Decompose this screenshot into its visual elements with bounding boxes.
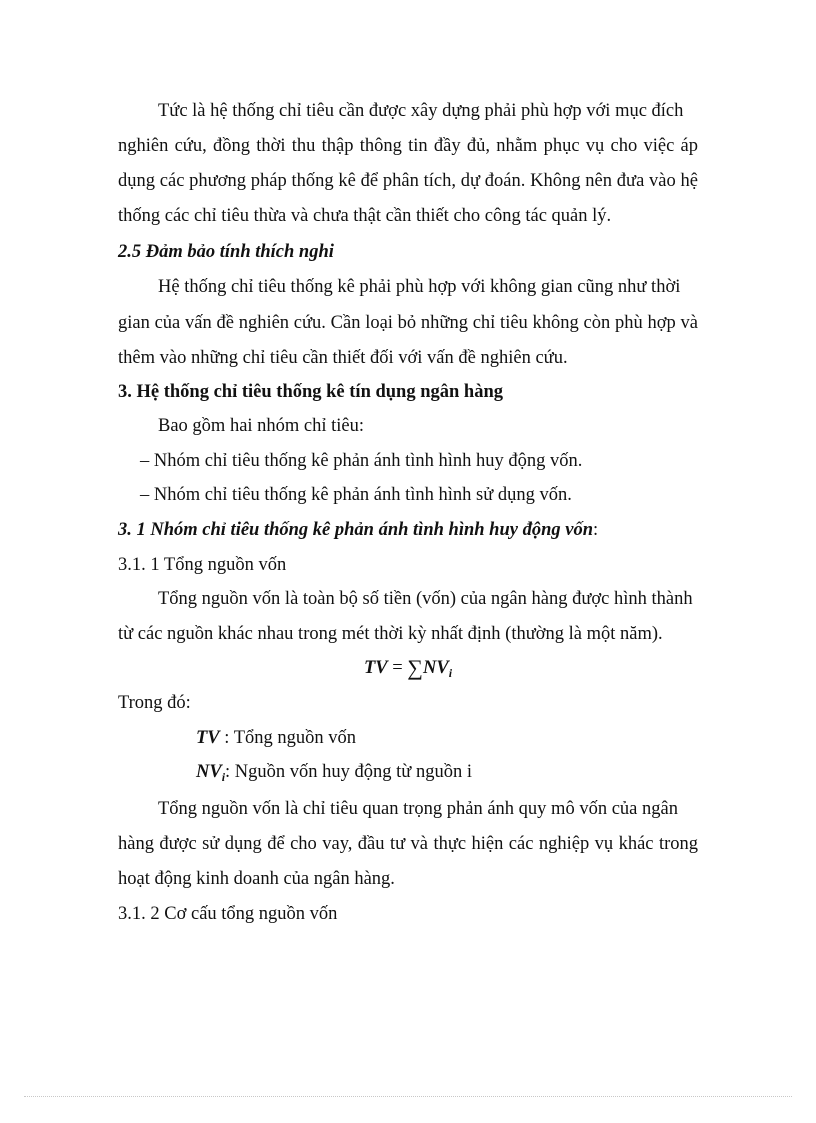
paragraph-line: hoạt động kinh doanh của ngân hàng. — [118, 869, 395, 889]
subsection-heading-3-1-2: 3.1. 2 Cơ cấu tổng nguồn vốn — [118, 904, 338, 924]
paragraph-line: thống các chỉ tiêu thừa và chưa thật cần thiết cho công tác quản lý. — [118, 206, 612, 226]
paragraph-line: Tổng nguồn vốn là toàn bộ số tiền (vốn) của ngân hàng được hình thành — [158, 589, 693, 609]
paragraph-line: từ các nguồn khác nhau trong mét thời kỳ nhất định (thường là một năm). — [118, 624, 663, 644]
paragraph-line: Tổng nguồn vốn là chỉ tiêu quan trọng phản ánh quy mô vốn của ngân — [158, 799, 678, 819]
section-heading-3: 3. Hệ thống chỉ tiêu thống kê tín dụng ngân hàng — [118, 382, 504, 402]
paragraph-line: dụng các phương pháp thống kê để phân tích, dự đoán. Không nên đưa vào hệ — [118, 171, 698, 191]
paragraph-line: nghiên cứu, đồng thời thu thập thông tin đầy đủ, nhằm phục vụ cho việc áp — [118, 136, 698, 156]
definition-variable: TV — [196, 728, 220, 748]
definition-subscript: i — [221, 770, 226, 784]
formula-sum-sign: ∑ — [407, 655, 423, 680]
definition-nvi — [196, 760, 472, 789]
formula-equals: = — [387, 658, 408, 678]
paragraph-line: hàng được sử dụng để cho vay, đầu tư và thực hiện các nghiệp vụ khác trong — [118, 834, 698, 854]
footer-dotted-rule — [24, 1096, 792, 1097]
where-label: Trong đó: — [118, 693, 191, 713]
formula-rhs: NV — [422, 658, 449, 678]
paragraph-line: gian của vấn đề nghiên cứu. Cần loại bỏ những chỉ tiêu không còn phù hợp và — [118, 313, 698, 333]
formula-subscript: i — [448, 666, 453, 680]
list-item: – Nhóm chỉ tiêu thống kê phản ánh tình hình sử dụng vốn. — [140, 485, 572, 505]
paragraph-line: Bao gồm hai nhóm chỉ tiêu: — [158, 416, 365, 436]
subsection-heading-3-1-1: 3.1. 1 Tổng nguồn vốn — [118, 555, 287, 575]
formula-lhs: TV — [363, 658, 388, 678]
paragraph-line: Hệ thống chỉ tiêu thống kê phải phù hợp với không gian cũng như thời — [158, 277, 681, 297]
definition-variable: NV — [196, 762, 222, 782]
definition-text: : Nguồn vốn huy động từ nguồn i — [225, 762, 472, 782]
formula — [0, 656, 816, 685]
paragraph-line: thêm vào những chỉ tiêu cần thiết đối với vấn đề nghiên cứu. — [118, 348, 568, 368]
list-item: – Nhóm chỉ tiêu thống kê phản ánh tình hình huy động vốn. — [140, 451, 583, 471]
section-heading-3-1 — [118, 518, 598, 542]
definition-tv — [196, 726, 356, 750]
section-heading-2-5: 2.5 Đảm bảo tính thích nghi — [118, 242, 334, 262]
section-heading-3-1-colon: : — [592, 520, 599, 540]
section-heading-3-1-text: 3. 1 Nhóm chỉ tiêu thống kê phản ánh tình hình huy động vốn — [118, 520, 593, 540]
definition-text: : Tổng nguồn vốn — [219, 728, 356, 748]
paragraph-line: Tức là hệ thống chỉ tiêu cần được xây dựng phải phù hợp với mục đích — [158, 101, 684, 121]
